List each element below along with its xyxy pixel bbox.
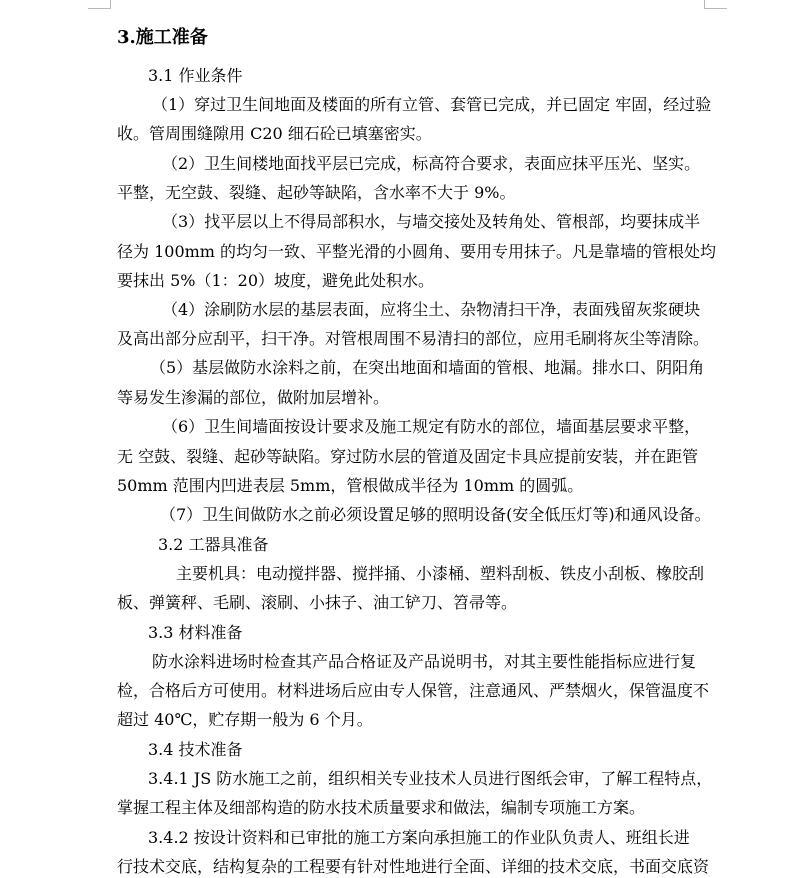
paragraph-line: 超过 40℃，贮存期一般为 6 个月。 — [117, 710, 373, 729]
paragraph-line: （5）基层做防水涂料之前，在突出地面和墙面的管根、地漏。排水口、阴阳角 — [150, 358, 705, 377]
paragraph-line: （4）涂刷防水层的基层表面，应将尘土、杂物清扫干净，表面残留灰浆硬块 — [162, 300, 701, 319]
paragraph-line: 要抹出 5%（1：20）坡度，避免此处积水。 — [117, 271, 435, 290]
paragraph-line: 无 空鼓、裂缝、起砂等缺陷。穿过防水层的管道及固定卡具应提前安装，并在距管 — [117, 447, 699, 466]
paragraph-line: 及高出部分应刮平，扫干净。对管根周围不易清扫的部位，应用毛刷将灰尘等清除。 — [117, 329, 710, 348]
paragraph-line: 板、弹簧秤、毛刷、滚刷、小抹子、油工铲刀、笤帚等。 — [117, 593, 518, 612]
paragraph-line: 收。管周围缝隙用 C20 细石砼已填塞密实。 — [117, 124, 432, 143]
paragraph-line: （3）找平层以上不得局部积水，与墙交接处及转角处、管根部，均要抹成半 — [162, 212, 701, 231]
paragraph-line: 检，合格后方可使用。材料进场后应由专人保管，注意通风、严禁烟火，保管温度不 — [117, 681, 710, 700]
paragraph-line: 3.4.1 JS 防水施工之前，组织相关专业技术人员进行图纸会审，了解工程特点， — [148, 769, 713, 788]
paragraph-line: （7）卫生间做防水之前必须设置足够的照明设备(安全低压灯等)和通风设备。 — [160, 505, 711, 524]
subsection-heading: 3.2 工器具准备 — [158, 535, 269, 554]
subsection-heading: 3.4 技术准备 — [148, 740, 243, 759]
paragraph-line: 50mm 范围内凹进表层 5mm，管根做成半径为 10mm 的圆弧。 — [117, 476, 584, 495]
paragraph-line: 行技术交底，结构复杂的工程要有针对性地进行全面、详细的技术交底，书面交底资 — [117, 857, 710, 876]
page-corner-mark-right — [704, 0, 727, 9]
paragraph-line: 防水涂料进场时检查其产品合格证及产品说明书，对其主要性能指标应进行复 — [152, 652, 697, 671]
section-title: 3.施工准备 — [117, 27, 208, 48]
page-corner-mark-left — [88, 0, 111, 9]
paragraph-line: 平整，无空鼓、裂缝、起砂等缺陷，含水率不大于 9%。 — [117, 183, 516, 202]
subsection-heading: 3.3 材料准备 — [148, 623, 243, 642]
paragraph-line: 掌握工程主体及细部构造的防水技术质量要求和做法，编制专项施工方案。 — [117, 798, 646, 817]
paragraph-line: （2）卫生间楼地面找平层已完成，标高符合要求，表面应抹平压光、坚实。 — [162, 154, 701, 173]
paragraph-line: （6）卫生间墙面按设计要求及施工规定有防水的部位，墙面基层要求平整， — [162, 417, 701, 436]
subsection-heading: 3.1 作业条件 — [148, 66, 243, 85]
paragraph-line: 等易发生渗漏的部位，做附加层增补。 — [117, 388, 390, 407]
paragraph-line: 主要机具：电动搅拌器、搅拌捅、小漆桶、塑料刮板、铁皮小刮板、橡胶刮 — [176, 564, 705, 583]
paragraph-line: （1）穿过卫生间地面及楼面的所有立管、套管已完成，并已固定 牢固，经过验 — [152, 95, 712, 114]
paragraph-line: 径为 100mm 的均匀一致、平整光滑的小圆角、要用专用抹子。凡是靠墙的管根处均 — [117, 242, 717, 261]
paragraph-line: 3.4.2 按设计资料和已审批的施工方案向承担施工的作业队负责人、班组长进 — [148, 828, 690, 847]
